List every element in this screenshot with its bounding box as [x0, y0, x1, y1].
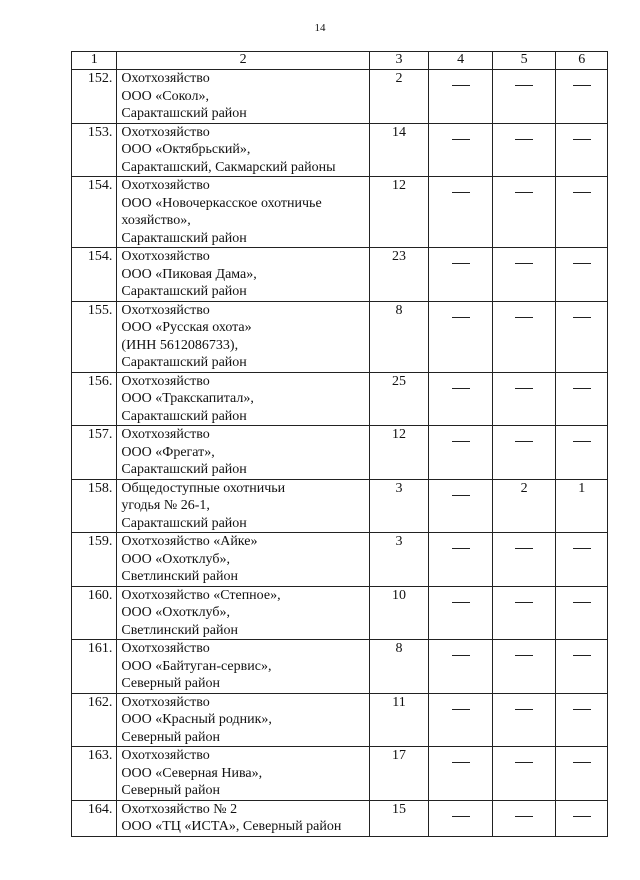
column-3-value: 3	[369, 533, 429, 587]
name-line: Охотхозяйство «Степное»,	[121, 587, 281, 603]
name-line: ООО «ТЦ «ИСТА», Северный район	[121, 819, 342, 834]
column-3-value: 8	[369, 640, 429, 694]
dash-mark	[452, 139, 470, 140]
empty-dash-cell	[492, 372, 556, 426]
hunting-ground-name	[117, 747, 369, 801]
empty-dash-cell	[556, 372, 608, 426]
row-number: 158.	[72, 479, 117, 533]
empty-dash-cell	[492, 426, 556, 480]
hunting-ground-name	[117, 479, 369, 533]
dash-mark	[515, 388, 533, 389]
row-number: 159.	[72, 533, 117, 587]
dash-mark	[573, 762, 591, 763]
name-line: ООО «Охотклуб»,	[121, 551, 230, 567]
hunting-ground-name	[117, 248, 369, 302]
empty-dash-cell	[429, 800, 493, 836]
dash-mark	[452, 762, 470, 763]
empty-dash-cell	[556, 640, 608, 694]
empty-dash-cell	[492, 177, 556, 248]
dash-mark	[452, 495, 470, 496]
column-3-value: 12	[369, 426, 429, 480]
name-line: ООО «Северная Нива»,	[121, 765, 263, 781]
hunting-ground-name	[117, 70, 369, 124]
table-row	[72, 693, 608, 747]
empty-dash-cell	[492, 533, 556, 587]
dash-mark	[515, 816, 533, 817]
dash-mark	[515, 655, 533, 656]
row-number: 156.	[72, 372, 117, 426]
column-3-value: 17	[369, 747, 429, 801]
name-line: Охотхозяйство	[121, 641, 210, 656]
name-line: Саракташский район	[121, 355, 247, 370]
hunting-ground-name	[117, 640, 369, 694]
empty-dash-cell	[556, 248, 608, 302]
name-line: Охотхозяйство № 2	[121, 801, 238, 817]
name-line: ООО «Октябрьский»,	[121, 142, 251, 157]
column-header: 3	[369, 52, 429, 70]
name-line: (ИНН 5612086733),	[121, 337, 239, 353]
hunting-ground-name	[117, 177, 369, 248]
column-6-value: 1	[556, 479, 608, 533]
empty-dash-cell	[429, 533, 493, 587]
column-3-value: 10	[369, 586, 429, 640]
page-number: 14	[314, 22, 326, 34]
dash-mark	[515, 263, 533, 264]
name-line: хозяйство»,	[121, 213, 191, 228]
column-header: 1	[72, 52, 117, 70]
table-row	[72, 123, 608, 177]
table-row	[72, 640, 608, 694]
row-number: 154.	[72, 177, 117, 248]
empty-dash-cell	[492, 301, 556, 372]
empty-dash-cell	[556, 693, 608, 747]
empty-dash-cell	[492, 70, 556, 124]
name-line: Охотхозяйство	[121, 124, 210, 140]
dash-mark	[515, 192, 533, 193]
column-3-value: 11	[369, 693, 429, 747]
table-row	[72, 479, 608, 533]
table-row	[72, 426, 608, 480]
dash-mark	[452, 388, 470, 389]
name-line: Охотхозяйство	[121, 748, 210, 763]
empty-dash-cell	[556, 586, 608, 640]
column-header: 4	[429, 52, 493, 70]
table-row	[72, 800, 608, 836]
column-3-value: 3	[369, 479, 429, 533]
dash-mark	[573, 192, 591, 193]
empty-dash-cell	[556, 70, 608, 124]
header-row	[72, 52, 608, 70]
empty-dash-cell	[492, 747, 556, 801]
empty-dash-cell	[429, 640, 493, 694]
dash-mark	[452, 816, 470, 817]
name-line: ООО «Русская охота»	[121, 320, 252, 335]
dash-mark	[573, 816, 591, 817]
row-number: 152.	[72, 70, 117, 124]
empty-dash-cell	[429, 123, 493, 177]
column-3-value: 25	[369, 372, 429, 426]
name-line: ООО «Байтуган-сервис»,	[121, 658, 272, 674]
empty-dash-cell	[556, 747, 608, 801]
name-line: Светлинский район	[121, 569, 238, 584]
column-3-value: 15	[369, 800, 429, 836]
name-line: Светлинский район	[121, 622, 238, 638]
table-row	[72, 301, 608, 372]
table-row	[72, 586, 608, 640]
dash-mark	[452, 548, 470, 549]
dash-mark	[515, 548, 533, 549]
table-row	[72, 372, 608, 426]
empty-dash-cell	[429, 479, 493, 533]
column-3-value: 23	[369, 248, 429, 302]
dash-mark	[573, 263, 591, 264]
dash-mark	[515, 709, 533, 710]
empty-dash-cell	[429, 372, 493, 426]
name-line: Охотхозяйство	[121, 178, 210, 193]
column-3-value: 8	[369, 301, 429, 372]
name-line: Охотхозяйство	[121, 249, 210, 264]
dash-mark	[573, 85, 591, 86]
empty-dash-cell	[556, 177, 608, 248]
name-line: Саракташский район	[121, 515, 247, 531]
dash-mark	[573, 441, 591, 442]
hunting-ground-name	[117, 586, 369, 640]
row-number: 154.	[72, 248, 117, 302]
name-line: ООО «Красный родник»,	[121, 712, 272, 727]
empty-dash-cell	[556, 123, 608, 177]
dash-mark	[573, 655, 591, 656]
empty-dash-cell	[556, 533, 608, 587]
table-row	[72, 70, 608, 124]
dash-mark	[452, 85, 470, 86]
hunting-ground-name	[117, 533, 369, 587]
table-row	[72, 747, 608, 801]
empty-dash-cell	[556, 800, 608, 836]
name-line: Охотхозяйство	[121, 373, 210, 389]
row-number: 161.	[72, 640, 117, 694]
hunting-ground-name	[117, 800, 369, 836]
dash-mark	[515, 762, 533, 763]
name-line: Охотхозяйство «Айке»	[121, 534, 258, 549]
hunting-ground-name	[117, 301, 369, 372]
column-3-value: 12	[369, 177, 429, 248]
column-header: 6	[556, 52, 608, 70]
dash-mark	[452, 709, 470, 710]
name-line: ООО «Новочеркасское охотничье	[121, 195, 322, 211]
dash-mark	[515, 85, 533, 86]
empty-dash-cell	[492, 800, 556, 836]
name-line: Саракташский район	[121, 284, 247, 299]
hunting-ground-name	[117, 426, 369, 480]
dash-mark	[573, 317, 591, 318]
name-line: ООО «Сокол»,	[121, 88, 209, 104]
empty-dash-cell	[429, 248, 493, 302]
row-number: 155.	[72, 301, 117, 372]
empty-dash-cell	[492, 640, 556, 694]
dash-mark	[573, 139, 591, 140]
table-row	[72, 177, 608, 248]
empty-dash-cell	[556, 426, 608, 480]
dash-mark	[573, 548, 591, 549]
hunting-ground-name	[117, 693, 369, 747]
column-3-value: 14	[369, 123, 429, 177]
name-line: ООО «Пиковая Дама»,	[121, 266, 257, 282]
empty-dash-cell	[429, 586, 493, 640]
dash-mark	[452, 192, 470, 193]
name-line: Саракташский район	[121, 230, 247, 246]
row-number: 160.	[72, 586, 117, 640]
empty-dash-cell	[492, 248, 556, 302]
name-line: угодья № 26-1,	[121, 498, 210, 513]
dash-mark	[515, 317, 533, 318]
empty-dash-cell	[429, 301, 493, 372]
name-line: Охотхозяйство	[121, 427, 210, 442]
empty-dash-cell	[429, 177, 493, 248]
name-line: Северный район	[121, 783, 220, 798]
hunting-ground-name	[117, 372, 369, 426]
table-row	[72, 248, 608, 302]
dash-mark	[573, 602, 591, 603]
dash-mark	[452, 317, 470, 318]
dash-mark	[573, 709, 591, 710]
empty-dash-cell	[492, 123, 556, 177]
name-line: Охотхозяйство	[121, 694, 210, 710]
name-line: Саракташский район	[121, 462, 247, 477]
name-line: Охотхозяйство	[121, 71, 210, 86]
empty-dash-cell	[492, 693, 556, 747]
empty-dash-cell	[492, 586, 556, 640]
name-line: Общедоступные охотничьи	[121, 480, 286, 496]
hunting-ground-name	[117, 123, 369, 177]
dash-mark	[573, 388, 591, 389]
name-line: ООО «Фрегат»,	[121, 444, 215, 460]
row-number: 153.	[72, 123, 117, 177]
column-header: 5	[492, 52, 556, 70]
dash-mark	[452, 441, 470, 442]
dash-mark	[515, 139, 533, 140]
row-number: 162.	[72, 693, 117, 747]
dash-mark	[452, 655, 470, 656]
name-line: ООО «Охотклуб»,	[121, 605, 230, 620]
row-number: 163.	[72, 747, 117, 801]
row-number: 157.	[72, 426, 117, 480]
empty-dash-cell	[429, 747, 493, 801]
name-line: Саракташский район	[121, 106, 247, 121]
column-3-value: 2	[369, 70, 429, 124]
empty-dash-cell	[429, 693, 493, 747]
table-row	[72, 533, 608, 587]
hunting-grounds-table	[71, 51, 608, 837]
column-header: 2	[117, 52, 369, 70]
empty-dash-cell	[429, 70, 493, 124]
table-body	[72, 70, 608, 837]
name-line: Северный район	[121, 676, 220, 691]
name-line: ООО «Тракскапитал»,	[121, 391, 254, 406]
empty-dash-cell	[429, 426, 493, 480]
name-line: Саракташский район	[121, 408, 247, 424]
column-5-value: 2	[492, 479, 556, 533]
dash-mark	[452, 602, 470, 603]
dash-mark	[515, 602, 533, 603]
name-line: Охотхозяйство	[121, 302, 210, 318]
row-number: 164.	[72, 800, 117, 836]
name-line: Северный район	[121, 729, 220, 745]
name-line: Саракташский, Сакмарский районы	[121, 159, 336, 175]
empty-dash-cell	[556, 301, 608, 372]
dash-mark	[452, 263, 470, 264]
dash-mark	[515, 441, 533, 442]
